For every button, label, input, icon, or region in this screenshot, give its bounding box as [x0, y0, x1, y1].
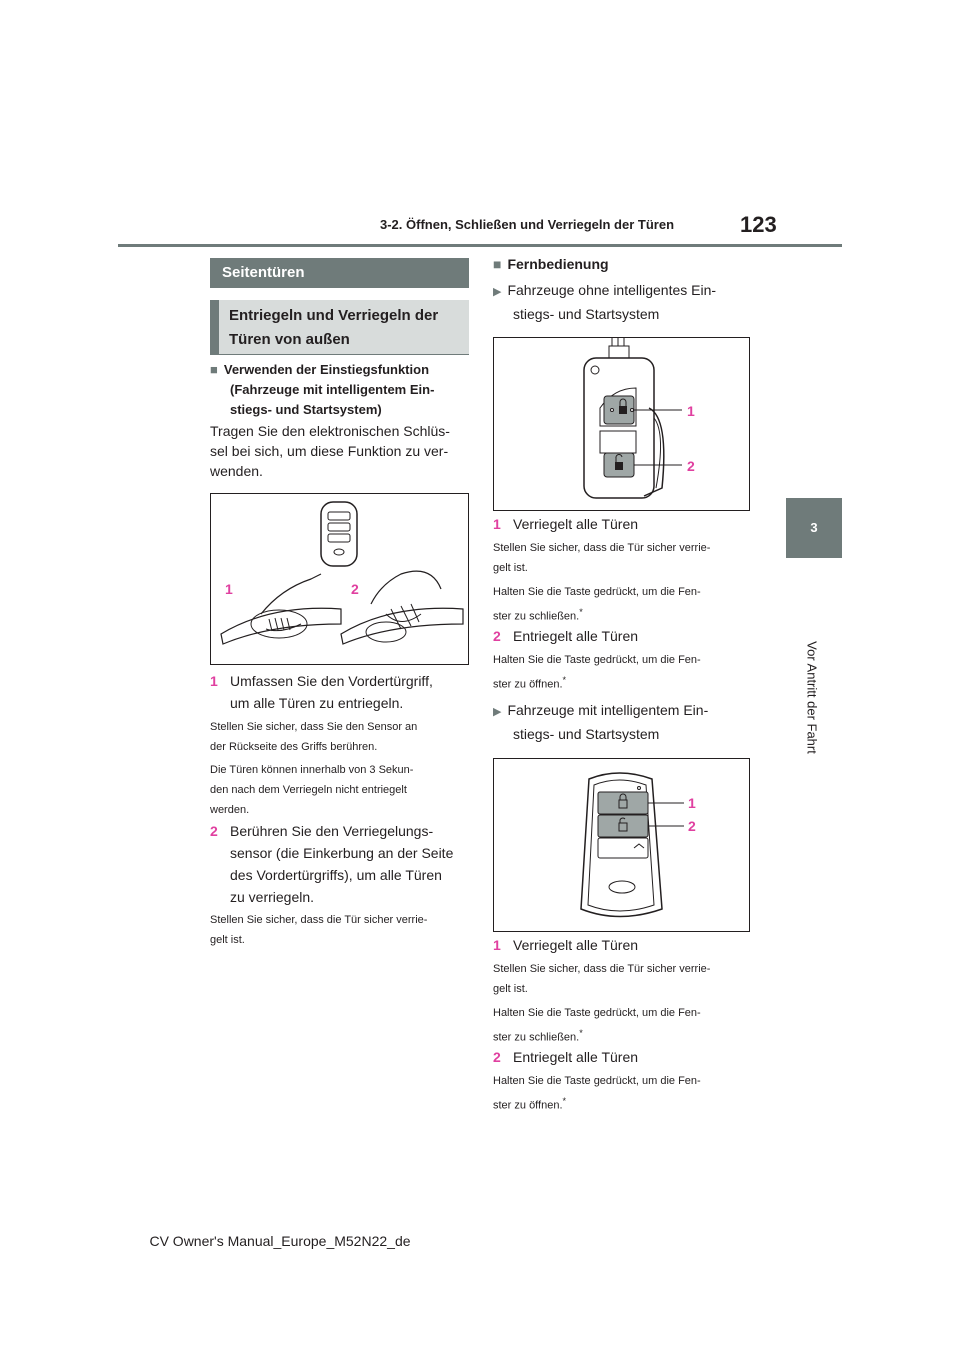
a-note-2: Halten Sie die Taste gedrückt, um die Fen- ster zu schließen.* — [493, 586, 701, 623]
footer: CV Owner's Manual_Europe_M52N22_de — [149, 1233, 411, 1249]
flip-key-figure — [493, 337, 750, 511]
note-timeout: Die Türen können innerhalb von 3 Sekun- den nach dem Verriegeln nicht entriegelt werden. — [210, 764, 414, 816]
no-smart-heading: ▶ Fahrzeuge ohne intelligentes Ein- stiegs- und Startsystem — [493, 282, 717, 322]
a-note-1: Stellen Sie sicher, dass die Tür sicher verrie- gelt ist. — [493, 542, 711, 574]
step-1-number: 1 — [210, 673, 218, 689]
triangle-bullet-icon: ▶ — [493, 286, 502, 298]
remote-heading: ■ Fernbedienung — [493, 256, 609, 272]
flip-key-illustration — [494, 338, 749, 510]
footnote-mark: * — [579, 607, 583, 617]
chapter-tab[interactable]: 3 — [786, 498, 842, 558]
heading-entriegeln-line2: Türen von außen — [229, 331, 350, 348]
figure-label-2: 2 — [687, 458, 695, 474]
door-handle-illustration — [211, 494, 468, 664]
page-number: 123 — [740, 212, 777, 237]
note-sensor: Stellen Sie sicher, dass Sie den Sensor an der Rückseite des Griffs berühren. — [210, 721, 418, 753]
a-note-3: Halten Sie die Taste gedrückt, um die Fen- ster zu öffnen.* — [493, 654, 701, 691]
door-handle-figure — [210, 493, 469, 665]
heading-rule — [210, 354, 469, 355]
b-step-2-number: 2 — [493, 1049, 501, 1065]
a-step-1-number: 1 — [493, 516, 501, 532]
chapter-title: Vor Antritt der Fahrt — [804, 641, 820, 754]
heading-entriegeln — [210, 300, 469, 354]
footnote-mark: * — [579, 1028, 583, 1038]
triangle-bullet-icon: ▶ — [493, 706, 502, 718]
square-bullet-icon: ■ — [210, 362, 218, 377]
smart-key-illustration — [494, 759, 749, 931]
b-step-1: 1 Verriegelt alle Türen — [493, 934, 763, 956]
heading-entriegeln-line1: Entriegeln und Verriegeln der — [229, 307, 439, 324]
smart-entry-heading: ■ Verwenden der Einstiegsfunktion (Fahrzeuge mit intelligentem Ein- stiegs- und Startsystem) — [210, 362, 435, 417]
footnote-mark: * — [562, 675, 567, 685]
a-step-2: 2 Entriegelt alle Türen — [493, 625, 763, 647]
figure-label-1: 1 — [687, 403, 695, 419]
a-step-2-number: 2 — [493, 628, 501, 644]
section-header: 3-2. Öffnen, Schließen und Verriegeln der Türen — [380, 217, 675, 232]
smart-key-figure — [493, 758, 750, 932]
step-2-number: 2 — [210, 823, 218, 839]
b-step-2: 2 Entriegelt alle Türen — [493, 1046, 763, 1068]
figure-label-2: 2 — [351, 581, 359, 597]
footnote-mark: * — [562, 1096, 567, 1106]
smart-heading: ▶ Fahrzeuge mit intelligentem Ein- stiegs- und Startsystem — [493, 702, 709, 742]
figure-label-2: 2 — [688, 818, 696, 834]
note-lock-check: Stellen Sie sicher, dass die Tür sicher verrie- gelt ist. — [210, 914, 428, 946]
figure-label-1: 1 — [688, 795, 696, 811]
b-step-1-number: 1 — [493, 937, 501, 953]
heading-seitentueren: Seitentüren — [210, 258, 469, 288]
header-rule — [118, 244, 842, 247]
b-note-3: Halten Sie die Taste gedrückt, um die Fen- ster zu öffnen.* — [493, 1075, 701, 1112]
step-2: 2 Berühren Sie den Verriegelungs- sensor (die Einkerbung an der Seite des Vordertürgriffs), um alle Türen zu verriegeln. — [210, 820, 480, 908]
step-1: 1 Umfassen Sie den Vordertürgriff, um alle Türen zu entriegeln. — [210, 670, 480, 714]
a-step-1: 1 Verriegelt alle Türen — [493, 513, 763, 535]
square-bullet-icon: ■ — [493, 256, 502, 272]
b-note-2: Halten Sie die Taste gedrückt, um die Fen- ster zu schließen.* — [493, 1007, 701, 1044]
figure-label-1: 1 — [225, 581, 233, 597]
b-note-1: Stellen Sie sicher, dass die Tür sicher verrie- gelt ist. — [493, 963, 711, 995]
intro-paragraph: Tragen Sie den elektronischen Schlüs- sel bei sich, um diese Funktion zu ver- wenden. — [210, 423, 450, 479]
